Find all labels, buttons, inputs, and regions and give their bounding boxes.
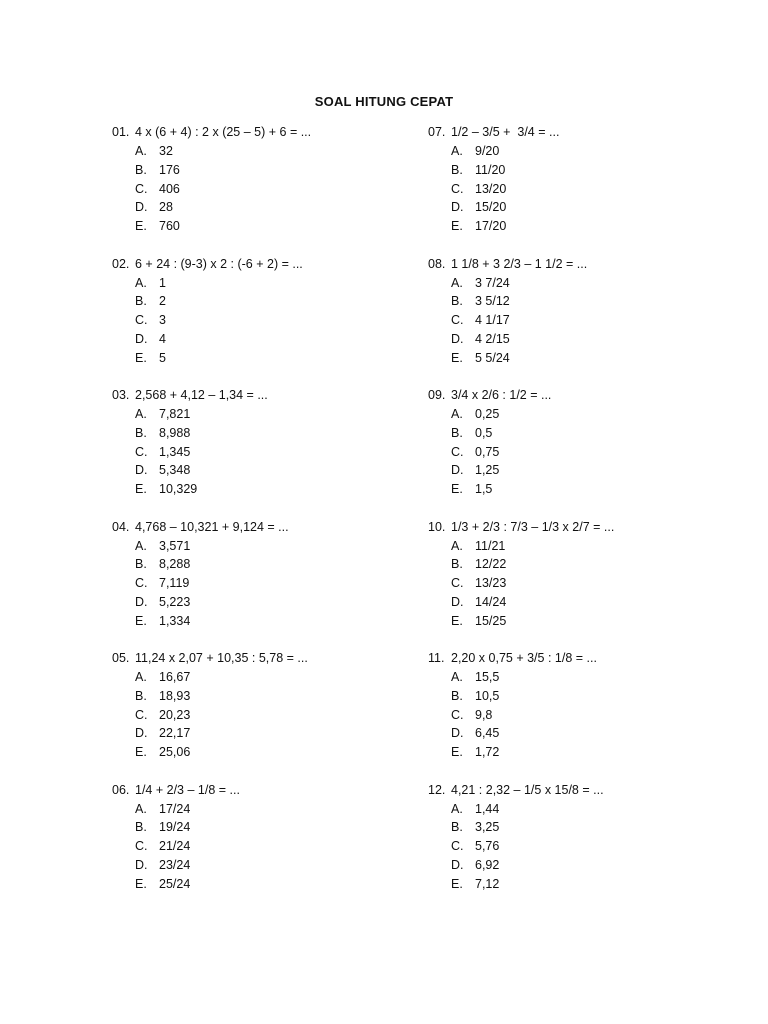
answer-option [428, 574, 614, 593]
option-label: A. [451, 670, 463, 684]
question-number: 09. [428, 388, 446, 402]
question-text: 1/4 + 2/3 – 1/8 = ... [135, 782, 240, 797]
answer-option [112, 405, 311, 424]
question-block [112, 518, 311, 650]
answer-option [428, 330, 614, 349]
question-text: 2,20 x 0,75 + 3/5 : 1/8 = ... [451, 651, 597, 665]
option-label: A. [451, 538, 463, 553]
option-value: 4 2/15 [475, 331, 510, 346]
option-value: 16,67 [159, 670, 191, 684]
question-line [112, 781, 311, 800]
answer-option [112, 875, 311, 894]
answer-option [112, 555, 311, 574]
option-value: 23/24 [159, 857, 191, 872]
option-value: 28 [159, 200, 173, 215]
answer-option [428, 875, 614, 894]
question-number: 05. [112, 651, 130, 665]
question-number: 06. [112, 782, 130, 797]
question-block [428, 255, 614, 387]
option-value: 176 [159, 162, 180, 177]
answer-option [428, 443, 614, 462]
option-label: B. [451, 425, 463, 440]
option-value: 1,44 [475, 801, 500, 816]
option-label: E. [135, 350, 147, 365]
option-value: 11/20 [475, 162, 506, 177]
answer-option [112, 724, 311, 743]
answer-option [112, 142, 311, 161]
option-label: A. [135, 670, 147, 684]
option-label: D. [135, 857, 148, 872]
answer-option [112, 217, 311, 236]
option-label: C. [451, 707, 464, 722]
answer-option [428, 537, 614, 556]
answer-option [112, 443, 311, 462]
answer-option [428, 311, 614, 330]
option-label: D. [451, 331, 464, 346]
option-value: 20,23 [159, 707, 191, 722]
option-label: A. [451, 801, 463, 816]
option-value: 1,5 [475, 482, 493, 496]
option-label: E. [135, 613, 147, 628]
option-label: C. [451, 444, 464, 459]
option-label: C. [135, 181, 148, 196]
answer-option [428, 687, 614, 706]
option-label: A. [451, 407, 463, 421]
option-label: E. [135, 219, 147, 233]
answer-option [112, 668, 311, 687]
answer-option [428, 461, 614, 480]
question-line [428, 386, 614, 405]
option-value: 5 5/24 [475, 350, 510, 365]
answer-option [112, 424, 311, 443]
option-value: 1,334 [159, 613, 191, 628]
option-label: B. [135, 688, 147, 703]
option-value: 1 [159, 275, 166, 290]
question-text: 2,568 + 4,12 – 1,34 = ... [135, 388, 268, 402]
answer-option [112, 161, 311, 180]
option-label: B. [135, 425, 147, 440]
question-block [112, 781, 311, 913]
answer-option [428, 161, 614, 180]
option-label: D. [135, 331, 148, 346]
option-label: B. [135, 162, 147, 177]
answer-option [112, 837, 311, 856]
option-value: 5,348 [159, 463, 191, 478]
option-label: B. [451, 557, 463, 572]
answer-option [112, 292, 311, 311]
question-block [112, 123, 311, 255]
option-label: E. [451, 745, 463, 759]
option-value: 13/20 [475, 181, 507, 196]
option-value: 3,571 [159, 538, 191, 553]
question-text: 1/3 + 2/3 : 7/3 – 1/3 x 2/7 = ... [451, 519, 615, 534]
question-line [112, 649, 311, 668]
answer-option [428, 743, 614, 762]
option-label: D. [135, 726, 148, 741]
option-label: C. [451, 576, 464, 590]
option-label: D. [451, 200, 464, 215]
option-value: 9,8 [475, 707, 493, 722]
question-number: 11. [428, 651, 445, 665]
option-label: B. [135, 294, 147, 309]
question-line [428, 255, 614, 274]
option-value: 10,329 [159, 482, 198, 496]
question-line [112, 518, 311, 537]
option-label: A. [135, 144, 147, 158]
option-value: 7,119 [159, 576, 190, 590]
option-value: 6,92 [475, 857, 500, 872]
answer-option [112, 612, 311, 631]
option-label: D. [451, 726, 464, 741]
option-value: 17/20 [475, 219, 507, 233]
question-block [428, 386, 614, 518]
answer-option [112, 274, 311, 293]
page-title: SOAL HITUNG CEPAT [314, 94, 454, 109]
answer-option [112, 537, 311, 556]
answer-option [428, 405, 614, 424]
question-block [428, 518, 614, 650]
answer-option [112, 198, 311, 217]
question-block [428, 781, 614, 913]
question-number: 04. [112, 519, 130, 534]
option-label: E. [451, 350, 463, 365]
question-line [428, 781, 614, 800]
answer-option [428, 349, 614, 368]
option-value: 3,25 [475, 820, 500, 835]
answer-option [428, 142, 614, 161]
option-value: 1,25 [475, 463, 500, 478]
option-value: 406 [159, 181, 180, 196]
option-label: E. [451, 876, 463, 891]
question-line [428, 518, 614, 537]
option-value: 3 [159, 313, 166, 327]
question-block [428, 649, 614, 781]
option-label: E. [135, 745, 147, 759]
answer-option [112, 743, 311, 762]
option-label: A. [451, 275, 463, 290]
answer-option [112, 593, 311, 612]
answer-option [112, 461, 311, 480]
answer-option [428, 198, 614, 217]
option-value: 6,45 [475, 726, 500, 741]
option-label: C. [135, 839, 148, 853]
answer-option [428, 818, 614, 837]
question-text: 6 + 24 : (9-3) x 2 : (-6 + 2) = ... [135, 256, 303, 271]
option-value: 0,5 [475, 425, 493, 440]
option-value: 22,17 [159, 726, 191, 741]
option-label: D. [451, 463, 464, 478]
answer-option [428, 424, 614, 443]
option-value: 4 1/17 [475, 313, 510, 327]
option-value: 5 [159, 350, 166, 365]
question-number: 08. [428, 256, 446, 271]
option-label: B. [135, 820, 147, 835]
answer-option [428, 856, 614, 875]
option-value: 7,12 [475, 876, 500, 891]
option-label: B. [135, 557, 147, 572]
option-value: 13/23 [475, 576, 507, 590]
question-number: 12. [428, 782, 446, 797]
option-label: C. [135, 444, 148, 459]
right-question-column [428, 123, 614, 912]
option-value: 2 [159, 294, 166, 309]
answer-option [112, 818, 311, 837]
answer-option [428, 180, 614, 199]
question-text: 1/2 – 3/5 + 3/4 = ... [451, 125, 560, 139]
question-line [428, 123, 614, 142]
option-value: 0,25 [475, 407, 500, 421]
answer-option [428, 706, 614, 725]
question-block [112, 649, 311, 781]
option-label: E. [451, 482, 463, 496]
option-value: 32 [159, 144, 173, 158]
option-label: B. [451, 820, 463, 835]
answer-option [112, 311, 311, 330]
option-label: C. [451, 313, 464, 327]
answer-option [428, 724, 614, 743]
option-label: C. [135, 313, 148, 327]
option-value: 10,5 [475, 688, 500, 703]
option-label: C. [135, 576, 148, 590]
option-label: C. [451, 181, 464, 196]
option-label: C. [451, 839, 464, 853]
question-text: 4 x (6 + 4) : 2 x (25 – 5) + 6 = ... [135, 125, 312, 139]
option-value: 12/22 [475, 557, 507, 572]
question-line [112, 386, 311, 405]
option-label: A. [135, 801, 147, 816]
question-text: 4,21 : 2,32 – 1/5 x 15/8 = ... [451, 782, 604, 797]
option-value: 1,345 [159, 444, 191, 459]
answer-option [428, 555, 614, 574]
question-number: 02. [112, 256, 130, 271]
option-value: 3 7/24 [475, 275, 510, 290]
question-text: 1 1/8 + 3 2/3 – 1 1/2 = ... [451, 256, 588, 271]
option-value: 5,223 [159, 594, 191, 609]
answer-option [112, 706, 311, 725]
option-value: 9/20 [475, 144, 500, 158]
option-label: D. [451, 857, 464, 872]
option-value: 25/24 [159, 876, 191, 891]
question-number: 07. [428, 125, 446, 139]
question-block [112, 255, 311, 387]
option-label: B. [451, 688, 463, 703]
option-label: E. [451, 613, 463, 628]
question-line [112, 123, 311, 142]
option-value: 15/25 [475, 613, 507, 628]
answer-option [428, 274, 614, 293]
option-value: 18,93 [159, 688, 191, 703]
answer-option [428, 292, 614, 311]
option-label: A. [135, 275, 147, 290]
answer-option [112, 856, 311, 875]
question-number: 10. [428, 519, 446, 534]
option-label: E. [451, 219, 463, 233]
answer-option [112, 180, 311, 199]
option-value: 21/24 [159, 839, 191, 853]
answer-option [112, 574, 311, 593]
left-question-column [112, 123, 311, 912]
answer-option [428, 217, 614, 236]
option-label: C. [135, 707, 148, 722]
question-number: 03. [112, 388, 130, 402]
answer-option [428, 480, 614, 499]
option-value: 3 5/12 [475, 294, 510, 309]
option-label: D. [135, 594, 148, 609]
answer-option [428, 668, 614, 687]
option-value: 7,821 [159, 407, 191, 421]
answer-option [428, 612, 614, 631]
option-value: 25,06 [159, 745, 191, 759]
option-value: 1,72 [475, 745, 500, 759]
option-value: 15/20 [475, 200, 507, 215]
answer-option [112, 800, 311, 819]
option-label: E. [135, 482, 147, 496]
option-label: D. [135, 463, 148, 478]
option-value: 0,75 [475, 444, 500, 459]
question-line [428, 649, 614, 668]
question-text: 11,24 x 2,07 + 10,35 : 5,78 = ... [135, 651, 308, 665]
option-label: A. [135, 538, 147, 553]
option-label: E. [135, 876, 147, 891]
answer-option [112, 330, 311, 349]
option-value: 15,5 [475, 670, 500, 684]
question-text: 4,768 – 10,321 + 9,124 = ... [135, 519, 289, 534]
option-value: 11/21 [475, 538, 506, 553]
answer-option [112, 480, 311, 499]
question-block [428, 123, 614, 255]
option-label: D. [135, 200, 148, 215]
option-label: B. [451, 294, 463, 309]
option-value: 8,988 [159, 425, 191, 440]
option-label: A. [135, 407, 147, 421]
option-value: 4 [159, 331, 166, 346]
answer-option [112, 349, 311, 368]
option-label: D. [451, 594, 464, 609]
question-line [112, 255, 311, 274]
option-value: 8,288 [159, 557, 191, 572]
option-value: 14/24 [475, 594, 507, 609]
option-value: 19/24 [159, 820, 191, 835]
option-value: 760 [159, 219, 180, 233]
answer-option [428, 837, 614, 856]
answer-option [428, 593, 614, 612]
option-label: B. [451, 162, 463, 177]
option-value: 5,76 [475, 839, 500, 853]
option-label: A. [451, 144, 463, 158]
option-value: 17/24 [159, 801, 191, 816]
answer-option [428, 800, 614, 819]
question-number: 01. [112, 125, 130, 139]
answer-option [112, 687, 311, 706]
question-text: 3/4 x 2/6 : 1/2 = ... [451, 388, 552, 402]
question-block [112, 386, 311, 518]
